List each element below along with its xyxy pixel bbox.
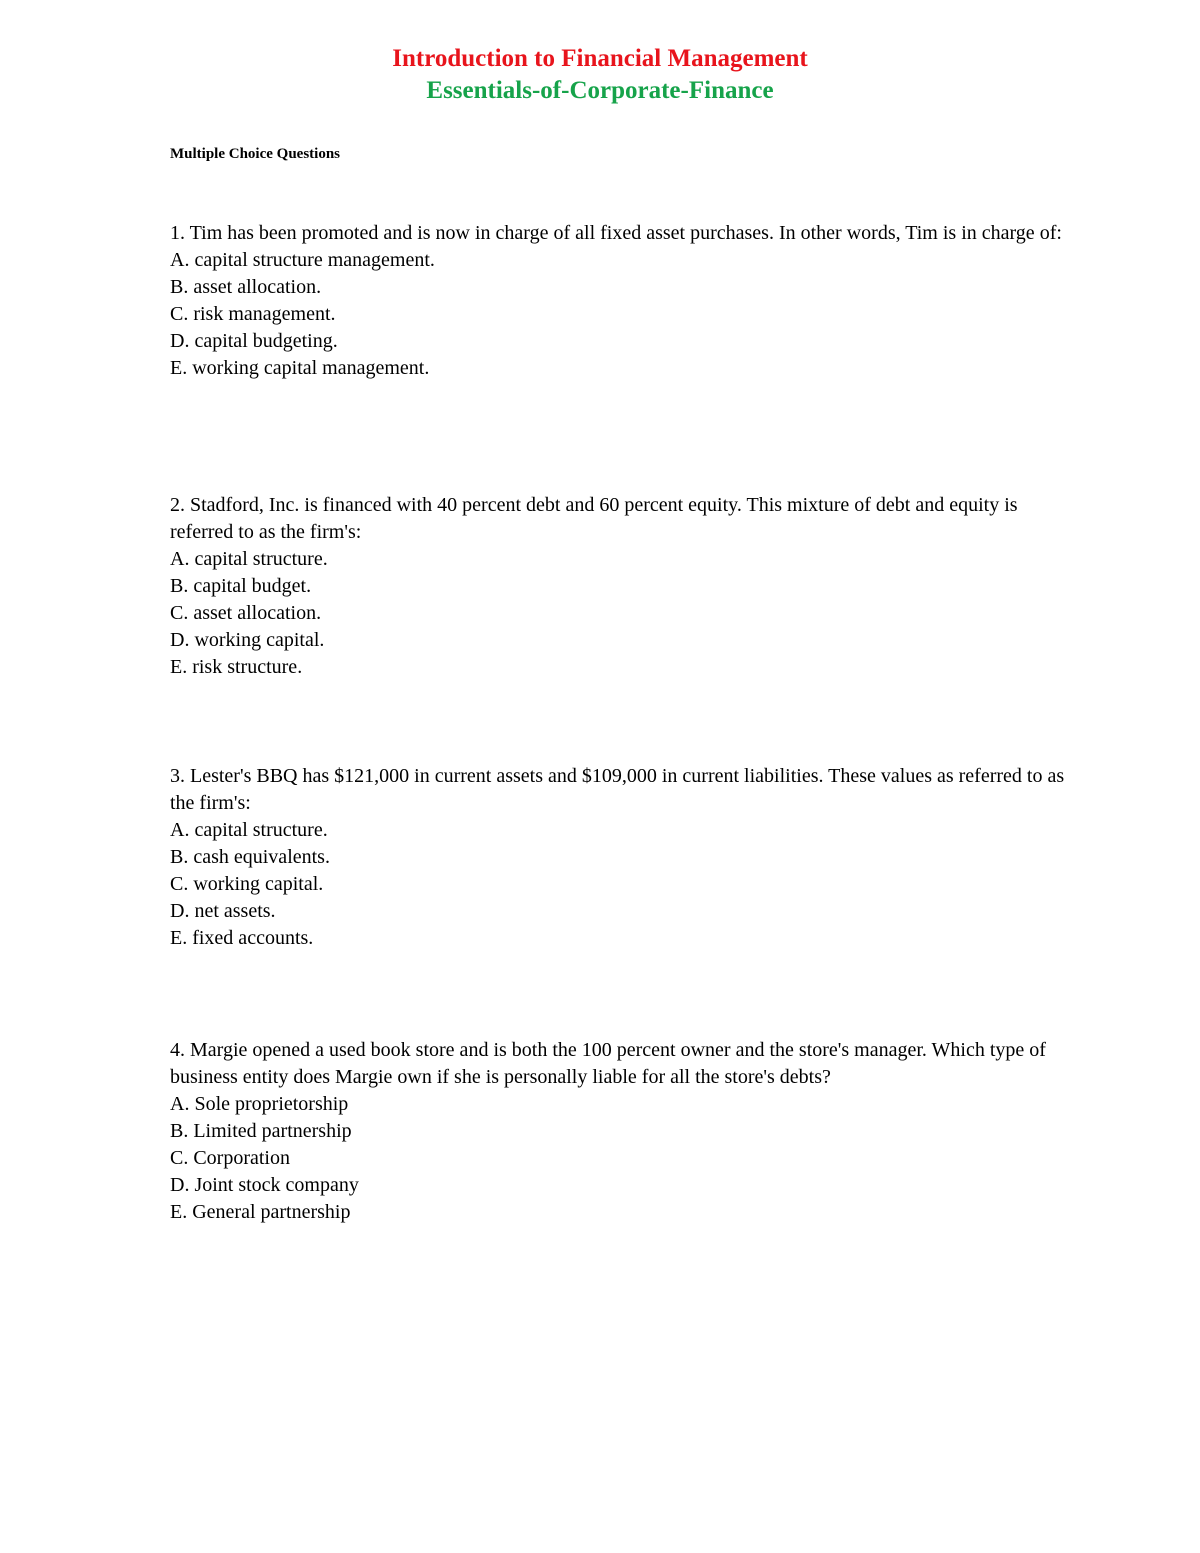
document-subtitle: Essentials-of-Corporate-Finance	[426, 77, 774, 104]
question-stem: 1. Tim has been promoted and is now in charge of all fixed asset purchases. In other words, Tim is in charge of:	[170, 222, 1062, 244]
answer-option: C. Corporation	[170, 1147, 290, 1169]
question-2	[170, 492, 1070, 681]
answer-option: B. cash equivalents.	[170, 846, 330, 868]
answer-option: E. risk structure.	[170, 656, 303, 678]
question-1	[170, 220, 1070, 382]
question-stem: 4. Margie opened a used book store and is both the 100 percent owner and the store's manager. Which type of business entity does Margie own if she is personally liable for all the store's debts?	[170, 1039, 1046, 1088]
question-4	[170, 1037, 1070, 1226]
answer-options	[170, 247, 1070, 382]
answer-option: A. Sole proprietorship	[170, 1093, 349, 1115]
answer-option: B. Limited partnership	[170, 1120, 352, 1142]
answer-option: A. capital structure.	[170, 548, 328, 570]
answer-option: A. capital structure.	[170, 819, 328, 841]
answer-option: E. working capital management.	[170, 357, 430, 379]
section-heading: Multiple Choice Questions	[170, 146, 341, 162]
answer-option: C. asset allocation.	[170, 602, 322, 624]
answer-option: D. capital budgeting.	[170, 330, 338, 352]
answer-option: A. capital structure management.	[170, 249, 435, 271]
question-stem: 3. Lester's BBQ has $121,000 in current assets and $109,000 in current liabilities. These values as referred to as the firm's:	[170, 765, 1065, 814]
answer-options	[170, 546, 1070, 681]
answer-option: C. risk management.	[170, 303, 336, 325]
answer-option: E. General partnership	[170, 1201, 351, 1223]
answer-option: D. net assets.	[170, 900, 276, 922]
question-stem: 2. Stadford, Inc. is financed with 40 percent debt and 60 percent equity. This mixture of debt and equity is referred to as the firm's:	[170, 494, 1018, 543]
answer-option: B. asset allocation.	[170, 276, 322, 298]
document-title: Introduction to Financial Management	[392, 45, 808, 72]
answer-options	[170, 1091, 1070, 1226]
answer-option: E. fixed accounts.	[170, 927, 314, 949]
question-3	[170, 763, 1070, 952]
answer-option: D. working capital.	[170, 629, 325, 651]
answer-option: D. Joint stock company	[170, 1174, 359, 1196]
answer-option: B. capital budget.	[170, 575, 312, 597]
answer-option: C. working capital.	[170, 873, 324, 895]
answer-options	[170, 817, 1070, 952]
